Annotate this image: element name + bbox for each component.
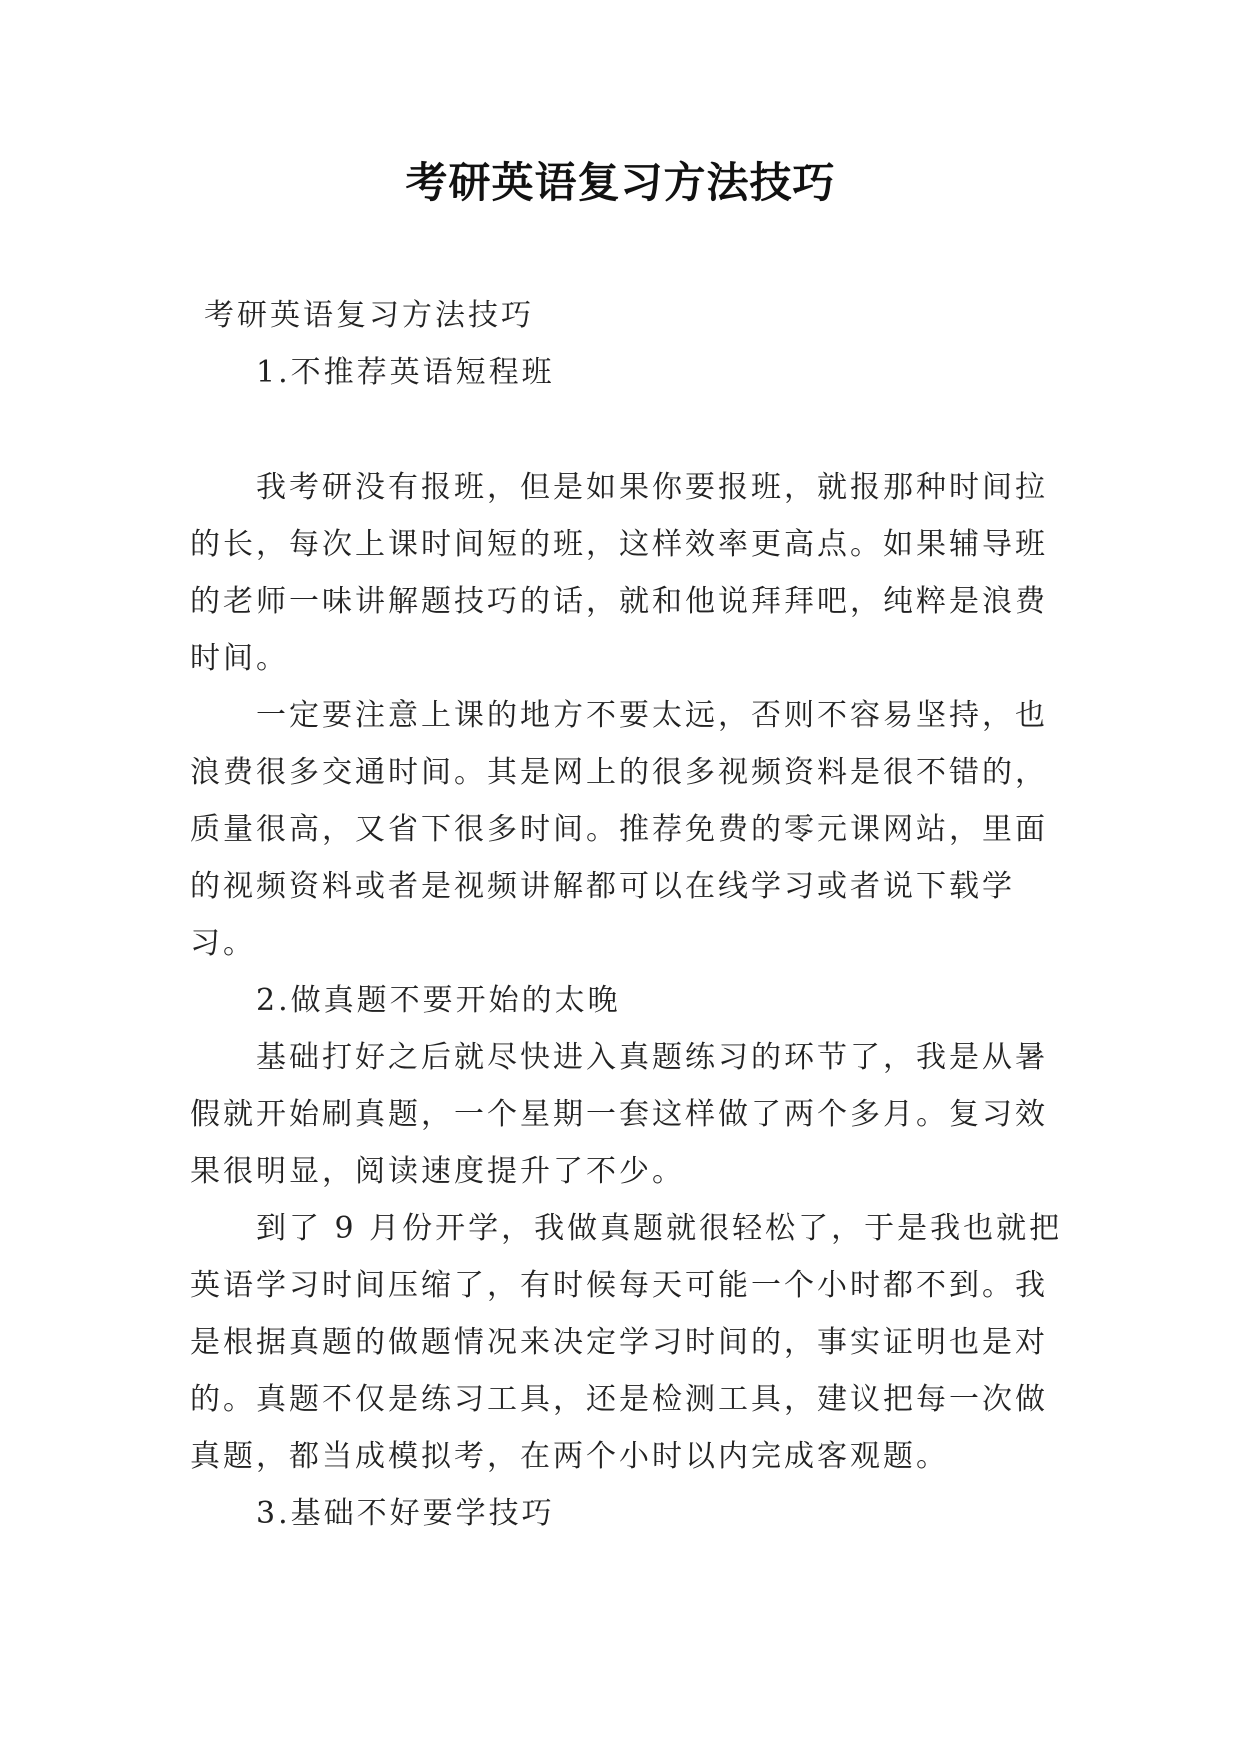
paragraph-line: 的视频资料或者是视频讲解都可以在线学习或者说下载学 xyxy=(190,869,1015,904)
paragraph-line: 一定要注意上课的地方不要太远，否则不容易坚持，也 xyxy=(256,698,1048,733)
paragraph-line: 假就开始刷真题，一个星期一套这样做了两个多月。复习效 xyxy=(190,1097,1048,1132)
section-heading-2: 2.做真题不要开始的太晚 xyxy=(256,983,621,1018)
paragraph-line: 时间。 xyxy=(190,641,289,676)
paragraph-line: 果很明显，阅读速度提升了不少。 xyxy=(190,1154,685,1189)
paragraph-line: 的长，每次上课时间短的班，这样效率更高点。如果辅导班 xyxy=(190,527,1048,562)
paragraph xyxy=(190,1200,1063,1485)
document-title: 考研英语复习方法技巧 xyxy=(405,158,836,207)
paragraph-line: 我考研没有报班，但是如果你要报班，就报那种时间拉 xyxy=(256,470,1048,505)
document-body xyxy=(190,287,1063,1542)
section-heading-1: 1.不推荐英语短程班 xyxy=(256,355,555,390)
paragraph-line: 的老师一味讲解题技巧的话，就和他说拜拜吧，纯粹是浪费 xyxy=(190,584,1048,619)
paragraph-line: 的。真题不仅是练习工具，还是检测工具，建议把每一次做 xyxy=(190,1382,1048,1417)
paragraph-line: 质量很高，又省下很多时间。推荐免费的零元课网站，里面 xyxy=(190,812,1048,847)
paragraph-line: 到了 9 月份开学，我做真题就很轻松了，于是我也就把 xyxy=(256,1211,1063,1246)
paragraph-line: 基础打好之后就尽快进入真题练习的环节了，我是从暑 xyxy=(256,1040,1048,1075)
blank-line xyxy=(190,401,1060,459)
paragraph-line: 是根据真题的做题情况来决定学习时间的，事实证明也是对 xyxy=(190,1325,1048,1360)
paragraph-line: 真题，都当成模拟考，在两个小时以内完成客观题。 xyxy=(190,1439,949,1474)
paragraph xyxy=(190,687,1060,972)
paragraph-line: 英语学习时间压缩了，有时候每天可能一个小时都不到。我 xyxy=(190,1268,1048,1303)
paragraph-line: 浪费很多交通时间。其是网上的很多视频资料是很不错的， xyxy=(190,755,1048,790)
paragraph xyxy=(190,1029,1060,1200)
paragraph xyxy=(190,459,1060,687)
section-heading-3: 3.基础不好要学技巧 xyxy=(256,1496,555,1531)
document-subtitle: 考研英语复习方法技巧 xyxy=(204,298,534,333)
paragraph-line: 习。 xyxy=(190,926,256,961)
